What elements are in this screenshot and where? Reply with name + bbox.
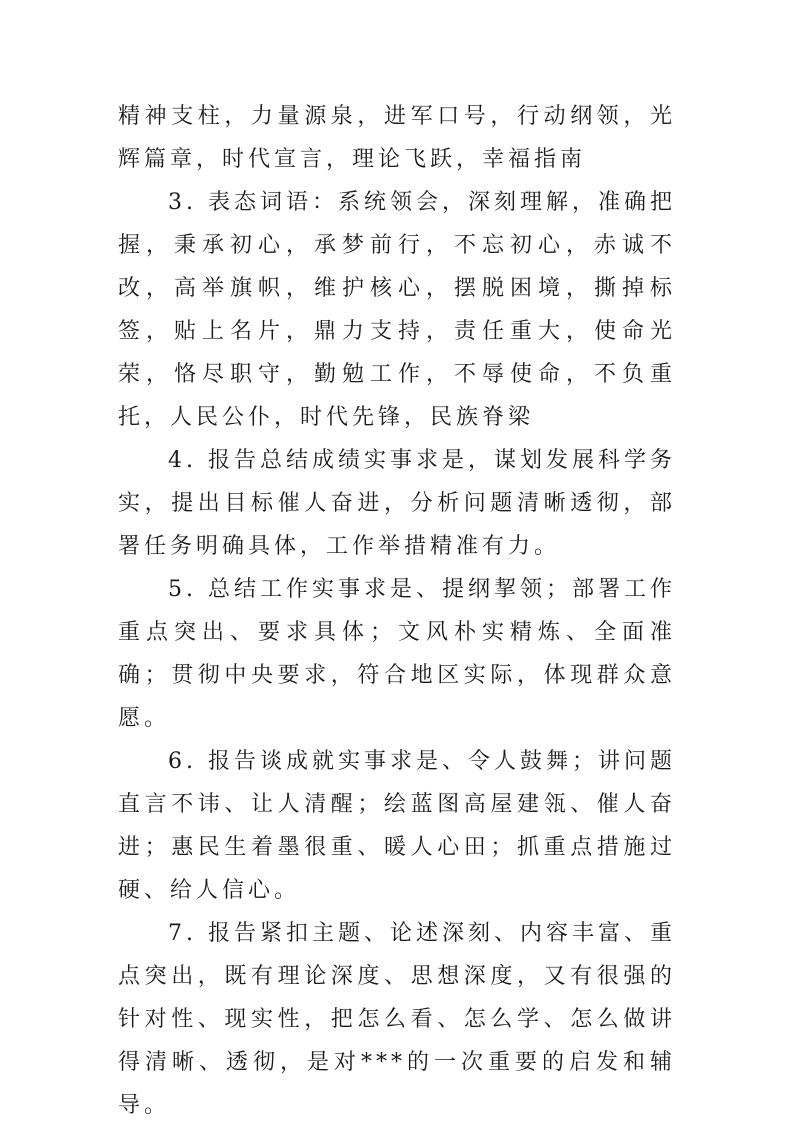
paragraph-continuation: 精神支柱，力量源泉，进军口号，行动纲领，光辉篇章，时代宣言，理论飞跃，幸福指南 [118,104,676,172]
document-body [118,95,676,1127]
paragraph-item-6: 6. 报告谈成就实事求是、令人鼓舞；讲问题直言不讳、让人清醒；绘蓝图高屋建瓴、催人奋进；惠民生着墨很重、暖人心田；抓重点措施过硬、给人信心。 [118,749,676,903]
paragraph-item-3: 3. 表态词语：系统领会，深刻理解，准确把握，秉承初心，承梦前行，不忘初心，赤诚不改，高举旗帜，维护核心，摆脱困境，撕掉标签，贴上名片，鼎力支持，责任重大，使命光荣，恪尽职守，勤勉工作，不辱使命，不负重托，人民公仆，时代先锋，民族脊梁 [118,190,676,430]
paragraph-item-4: 4. 报告总结成绩实事求是，谋划发展科学务实，提出目标催人奋进，分析问题清晰透彻，部署任务明确具体，工作举措精准有力。 [118,448,676,559]
paragraph-item-7: 7. 报告紧扣主题、论述深刻、内容丰富、重点突出，既有理论深度、思想深度，又有很强的针对性、现实性，把怎么看、怎么学、怎么做讲得清晰、透彻，是对***的一次重要的启发和辅导。 [118,921,676,1118]
paragraph-item-5: 5. 总结工作实事求是、提纲挈领；部署工作重点突出、要求具体；文风朴实精炼、全面准确；贯彻中央要求，符合地区实际，体现群众意愿。 [118,577,676,731]
